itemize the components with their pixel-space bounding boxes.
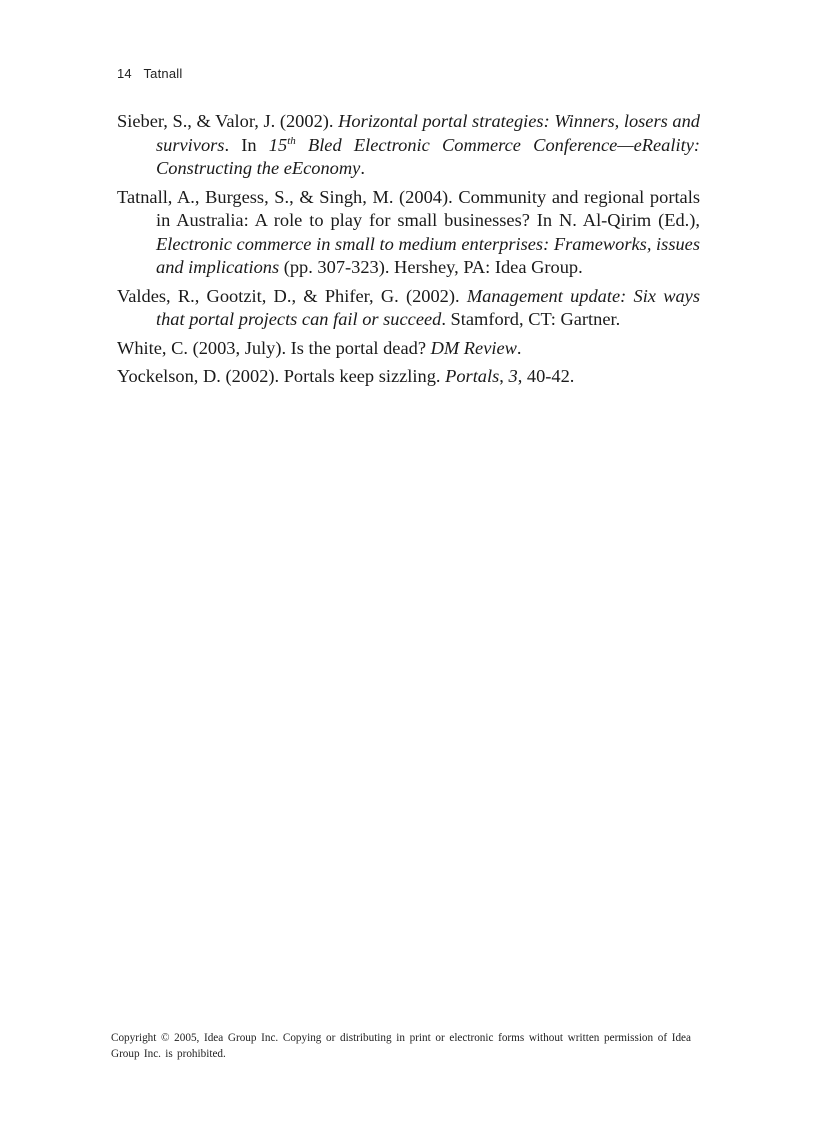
- reference-italic-text: Portals: [445, 366, 500, 386]
- reference-entry: [117, 110, 700, 181]
- reference-italic-text: 15: [268, 134, 288, 155]
- reference-text: ,: [499, 366, 509, 386]
- reference-entry: [117, 285, 700, 332]
- reference-text: . In: [224, 134, 269, 155]
- reference-entry: [117, 365, 700, 389]
- reference-italic-text: Electronic commerce in small to medium enterprises: Frameworks, issues and implications: [156, 233, 700, 277]
- reference-entry: [117, 337, 700, 361]
- reference-text: . Stamford, CT: Gartner.: [441, 309, 621, 329]
- running-title: Tatnall: [143, 66, 183, 81]
- reference-superscript: th: [287, 134, 296, 147]
- reference-italic-text: DM Review: [430, 337, 517, 358]
- reference-text: .: [516, 337, 522, 358]
- reference-text: Tatnall, A., Burgess, S., & Singh, M. (2004). Community and regional portals in Australia: A role to play for small businesses? In N. Al-Qirim (Ed.),: [117, 186, 700, 230]
- reference-italic-text: Horizontal portal strategies: Winners, losers and survivors: [156, 111, 700, 155]
- reference-text: , 40-42.: [517, 366, 575, 386]
- reference-text: .: [360, 158, 365, 178]
- reference-entry: [117, 186, 700, 280]
- reference-italic-text: Bled Electronic Commerce Conference—eReality: Constructing the eEconomy: [156, 134, 700, 178]
- reference-text: White, C. (2003, July). Is the portal dead?: [117, 337, 431, 358]
- reference-list: [117, 110, 700, 394]
- running-head: [117, 66, 182, 81]
- page-number: 14: [117, 66, 132, 81]
- reference-text: Valdes, R., Gootzit, D., & Phifer, G. (2002).: [117, 285, 467, 306]
- reference-text: (pp. 307-323). Hershey, PA: Idea Group.: [279, 257, 583, 277]
- reference-italic-text: 3: [508, 366, 518, 386]
- reference-italic-text: Management update: Six ways that portal projects can fail or succeed: [156, 285, 700, 329]
- reference-text: Yockelson, D. (2002). Portals keep sizzling.: [117, 366, 446, 386]
- reference-text: Sieber, S., & Valor, J. (2002).: [117, 111, 339, 131]
- copyright-notice: Copyright © 2005, Idea Group Inc. Copying or distributing in print or electronic forms without written permission of Idea Group Inc. is prohibited.: [111, 1032, 691, 1060]
